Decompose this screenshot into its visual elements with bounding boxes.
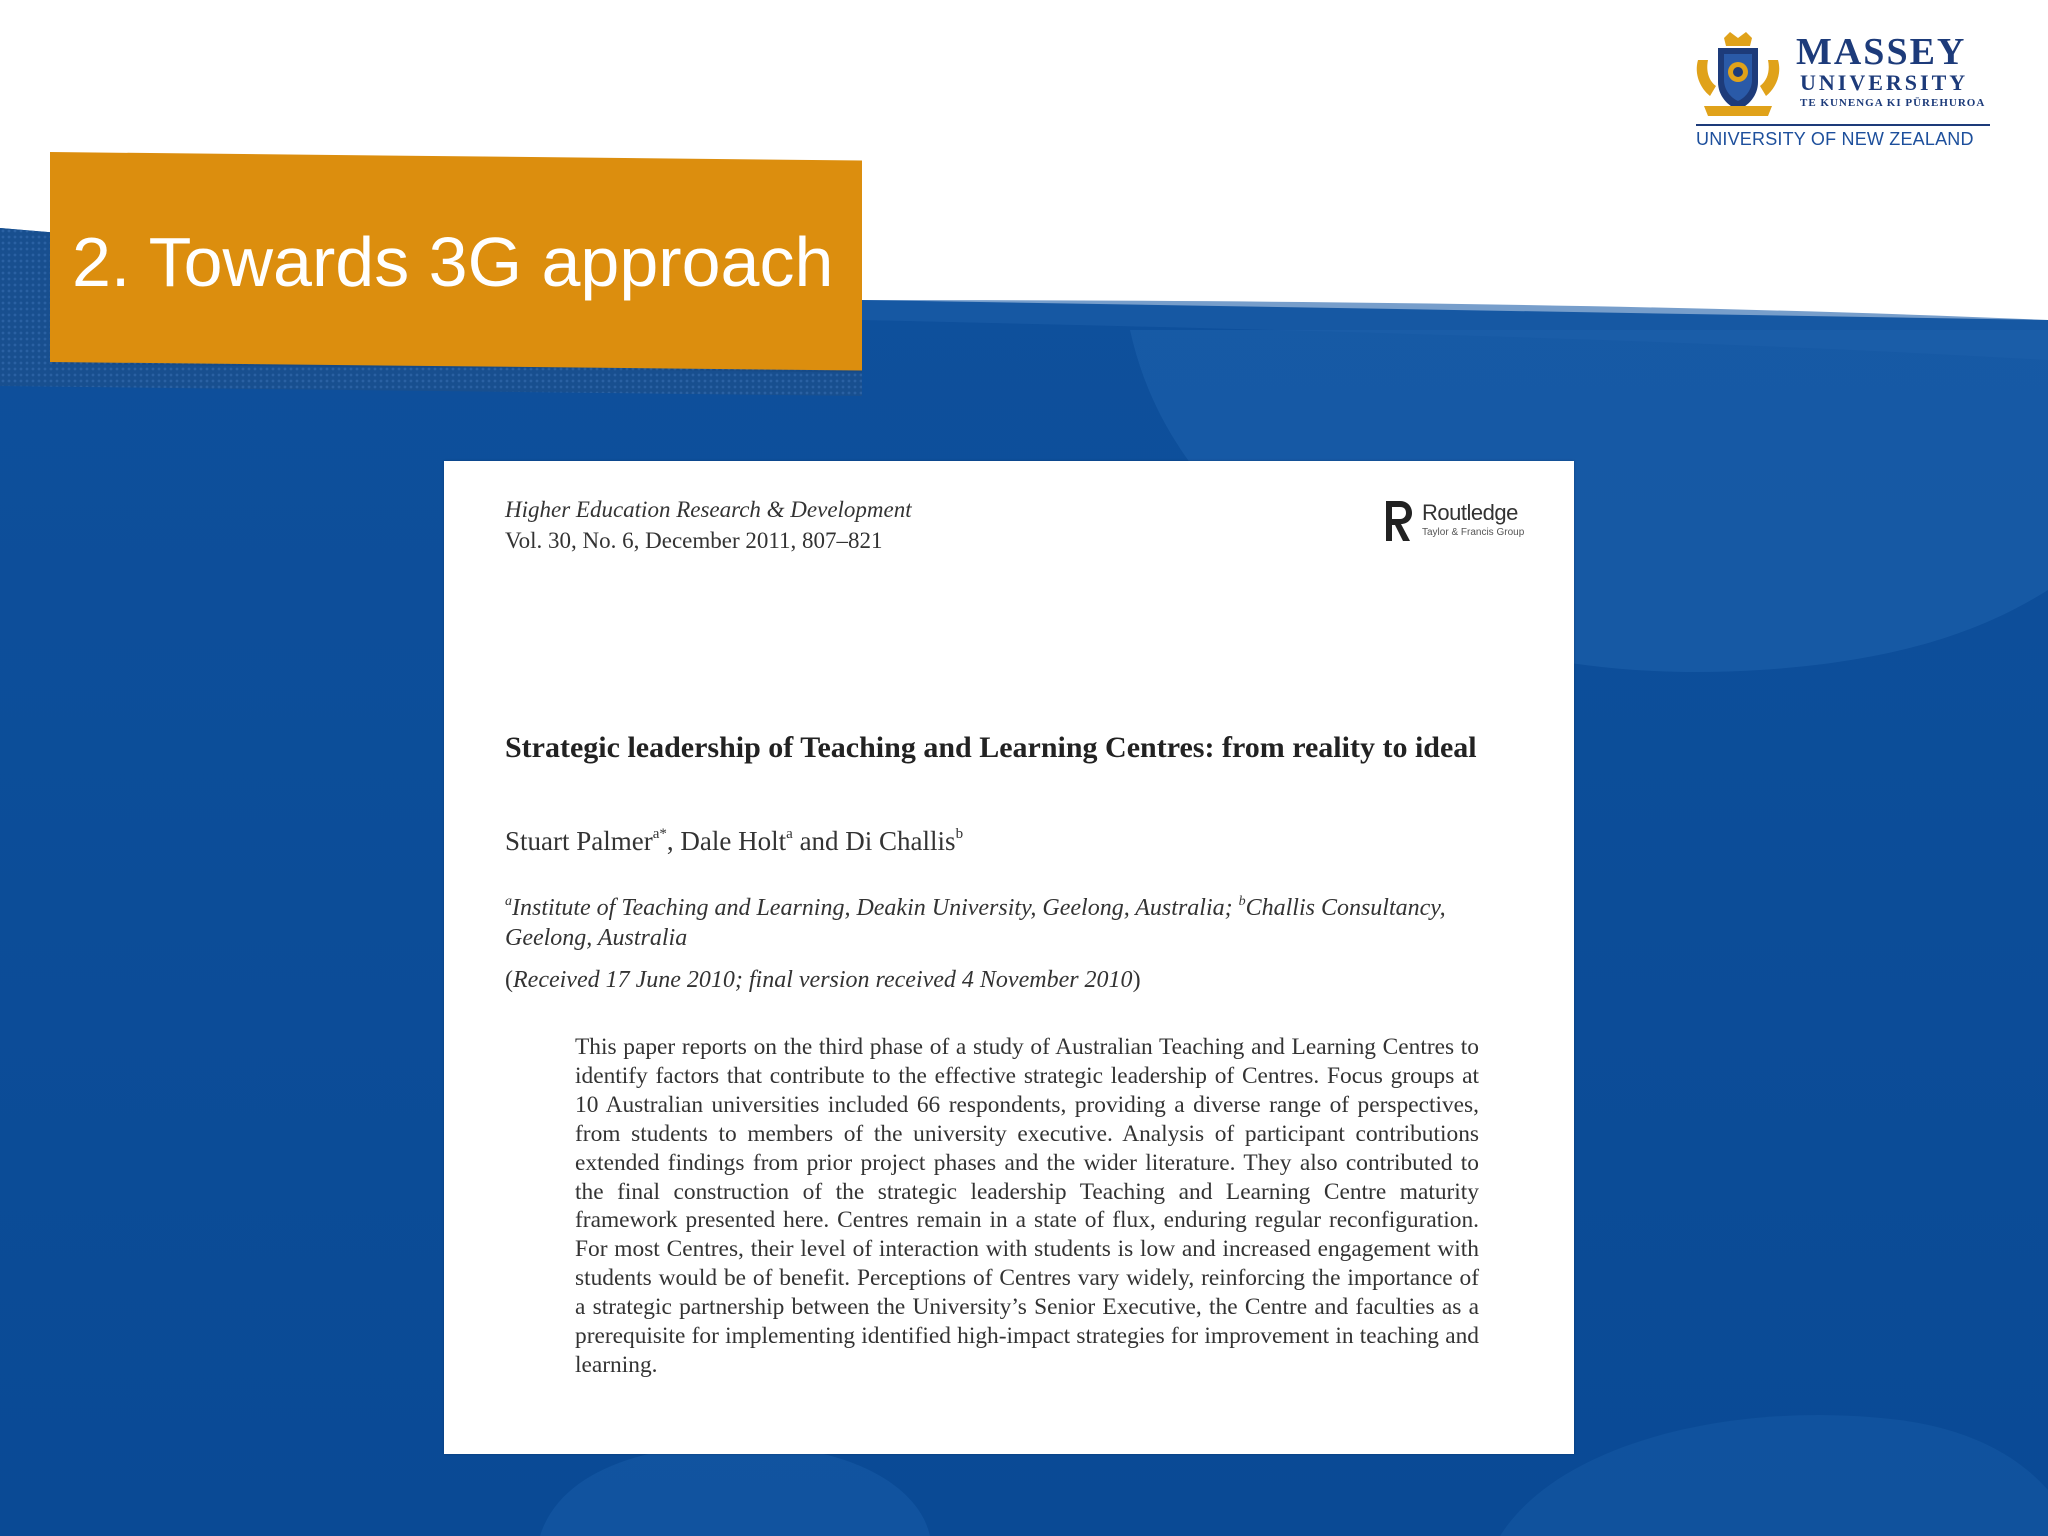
author-affiliation-mark: b [955, 826, 964, 842]
crest-icon [1694, 30, 1782, 122]
publisher-group: Taylor & Francis Group [1422, 527, 1525, 538]
affiliation-text: Institute of Teaching and Learning, Deakin University, Geelong, Australia; [512, 895, 1239, 921]
paper-title: Strategic leadership of Teaching and Learning Centres: from reality to ideal [505, 731, 1477, 764]
publisher-logo [1384, 497, 1554, 551]
affiliation-mark: a [505, 894, 512, 909]
paper-authors [505, 824, 963, 858]
logo-subtitle: UNIVERSITY [1800, 70, 1969, 95]
massey-logo [1694, 30, 1994, 152]
logo-tagline: UNIVERSITY OF NEW ZEALAND [1696, 129, 1974, 149]
received-dates [505, 965, 1141, 995]
received-text: Received 17 June 2010; final version received 4 November 2010 [513, 967, 1133, 993]
paper-page-image [444, 461, 1574, 1454]
author-name: Stuart Palmer [505, 826, 653, 856]
journal-volume: Vol. 30, No. 6, December 2011, 807–821 [505, 528, 883, 553]
author-name: Dale Holt [680, 826, 787, 856]
paren-open: ( [505, 967, 513, 993]
affiliation-mark: b [1238, 894, 1246, 909]
journal-name: Higher Education Research & Development [505, 497, 912, 522]
logo-maori-motto: TE KUNENGA KI PŪREHUROA [1800, 97, 1986, 109]
paper-affiliations [505, 893, 1515, 953]
slide-title: 2. Towards 3G approach [72, 223, 834, 301]
author-separator: , [666, 826, 681, 856]
logo-name: MASSEY [1796, 31, 1967, 73]
logo-divider [1696, 124, 1990, 126]
author-affiliation-mark: a [786, 826, 793, 842]
author-name: Di Challis [845, 826, 956, 856]
paren-close: ) [1132, 967, 1141, 993]
paper-abstract: This paper reports on the third phase of a study of Australian Teaching and Learning Centres to identify factors that contribute to the effective strategic leadership of Centres. Focus groups at 10 Australian universities included 66 respondents, providing a diverse range of perspectives, from students to members of the university executive. Analysis of participant contributions extended findings from prior project phases and the wider literature. They also contributed to the final construction of the strategic leadership Teaching and Learning Centre maturity framework presented here. Centres remain in a state of flux, enduring regular reconfiguration. For most Centres, their level of interaction with students is low and increased engagement with students would be of benefit. Perceptions of Centres vary widely, reinforcing the importance of a strategic partnership between the University’s Senior Executive, the Centre and faculties as a prerequisite for implementing identified high-impact strategies for improvement in teaching and learning. [575, 1034, 1479, 1378]
author-affiliation-mark: a* [652, 826, 667, 842]
author-separator: and [792, 826, 846, 856]
publisher-name: Routledge [1422, 500, 1518, 525]
routledge-r-icon [1384, 497, 1414, 545]
affiliation-text: Challis Consultancy, Geelong, Australia [505, 895, 1446, 951]
